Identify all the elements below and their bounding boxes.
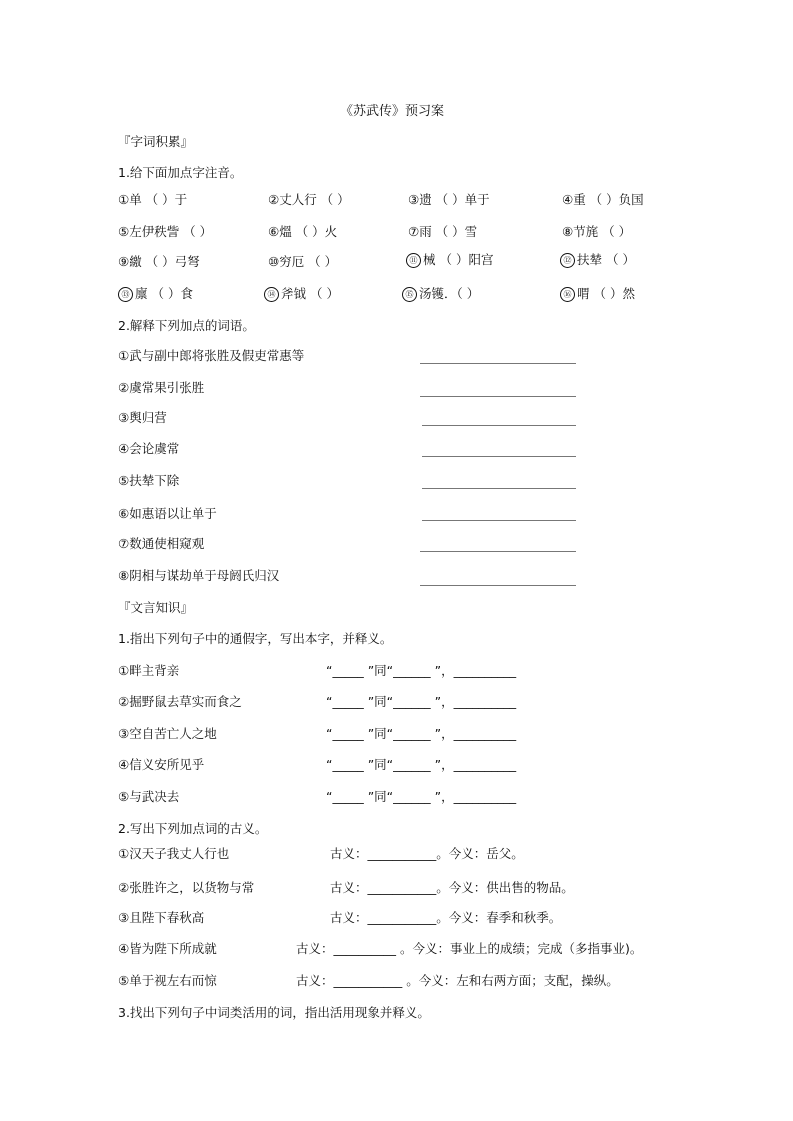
explain-item: ③舆归营 — [118, 410, 167, 425]
tongjia-item: ①畔主背亲 — [118, 663, 180, 678]
pinyin-item-wrap — [560, 286, 635, 302]
explain-item: ④会论虞常 — [118, 441, 180, 456]
section-heading: 『字词积累』 — [118, 134, 194, 149]
gu-yi-item: ②张胜许之，以货物与常 — [118, 880, 255, 895]
circled-number: ⑪ — [406, 253, 421, 268]
page-title: 《苏武传》预习案 — [340, 104, 445, 119]
pinyin-item-wrap — [264, 286, 339, 302]
pinyin-item: 喟 （ ）然 — [577, 286, 635, 301]
pinyin-item: ⑥熅 （ ）火 — [268, 224, 338, 239]
pinyin-item-wrap — [406, 252, 493, 268]
answer-line — [422, 425, 576, 426]
answer-line — [422, 456, 576, 457]
pinyin-item: 扶辇 （ ） — [577, 252, 635, 267]
gu-yi-item: ⑤单于视左右而惊 — [118, 973, 217, 988]
gu-yi-item: ③且陛下春秋高 — [118, 910, 205, 925]
question-heading: 3.找出下列句子中词类活用的词，指出活用现象并释义。 — [118, 1005, 430, 1020]
explain-item: ⑦数通使相窥观 — [118, 536, 205, 551]
circled-number: ⑫ — [560, 253, 575, 268]
pinyin-item: ①单 （ ）于 — [118, 192, 188, 207]
pinyin-item-wrap — [118, 286, 193, 302]
question-heading: 1.给下面加点字注音。 — [118, 165, 243, 180]
answer-line — [420, 363, 576, 364]
tongjia-item: ④信义安所见乎 — [118, 757, 205, 772]
tongjia-blank: “_____ ”同“______ ”，__________ — [326, 663, 517, 678]
pinyin-item: ③遗 （ ）单于 — [408, 192, 490, 207]
question-heading: 2.解释下列加点的词语。 — [118, 318, 255, 333]
tongjia-item: ③空自苦亡人之地 — [118, 726, 217, 741]
answer-line — [420, 396, 576, 397]
pinyin-item: ⑨繳 （ ）弓弩 — [118, 254, 200, 269]
gu-yi-item: ①汉天子我丈人行也 — [118, 846, 230, 861]
answer-line — [420, 551, 576, 552]
pinyin-item: ⑩穷厄 （ ） — [268, 254, 338, 269]
answer-line — [420, 585, 576, 586]
tongjia-item: ⑤与武决去 — [118, 789, 180, 804]
circled-number: ⑯ — [560, 287, 575, 302]
pinyin-item: ②丈人行 （ ） — [268, 192, 350, 207]
gu-yi-answer: 古义：___________ 。今义：左和右两方面；支配，操纵。 — [296, 973, 619, 988]
pinyin-item: ⑧节旄 （ ） — [562, 224, 632, 239]
section-heading: 『文言知识』 — [118, 600, 194, 615]
pinyin-item: 汤镬．（ ） — [419, 286, 480, 301]
answer-line — [422, 520, 576, 521]
question-heading: 1.指出下列句子中的通假字，写出本字，并释义。 — [118, 631, 393, 646]
pinyin-item: ④重 （ ）负国 — [562, 192, 644, 207]
tongjia-blank: “_____ ”同“______ ”，__________ — [326, 694, 517, 709]
explain-item: ②虞常果引张胜 — [118, 380, 205, 395]
gu-yi-answer: 古义：___________。今义：供出售的物品。 — [330, 880, 574, 895]
pinyin-item: 廪 （ ）食 — [135, 286, 193, 301]
gu-yi-item: ④皆为陛下所成就 — [118, 941, 217, 956]
gu-yi-answer: 古义：___________。今义：岳父。 — [330, 846, 524, 861]
question-heading: 2.写出下列加点词的古义。 — [118, 821, 268, 836]
circled-number: ⑮ — [402, 287, 417, 302]
tongjia-blank: “_____ ”同“______ ”，__________ — [326, 757, 517, 772]
explain-item: ⑤扶辇下除 — [118, 473, 180, 488]
tongjia-blank: “_____ ”同“______ ”，__________ — [326, 726, 517, 741]
explain-item: ⑥如惠语以让单于 — [118, 506, 217, 521]
pinyin-item: 斧钺 （ ） — [281, 286, 339, 301]
pinyin-item: ⑤左伊秩訾 （ ） — [118, 224, 213, 239]
pinyin-item: 械 （ ）阳宫 — [423, 252, 494, 267]
gu-yi-answer: 古义：__________ 。今义：事业上的成绩；完成（多指事业)。 — [296, 941, 643, 956]
circled-number: ⑬ — [118, 287, 133, 302]
explain-item: ①武与副中郎将张胜及假吏常惠等 — [118, 348, 305, 363]
pinyin-item-wrap — [560, 252, 635, 268]
answer-line — [422, 488, 576, 489]
explain-item: ⑧阴相与谋劫单于母阏氏归汉 — [118, 568, 280, 583]
circled-number: ⑭ — [264, 287, 279, 302]
tongjia-blank: “_____ ”同“______ ”，__________ — [326, 789, 517, 804]
tongjia-item: ②掘野鼠去草实而食之 — [118, 694, 242, 709]
pinyin-item-wrap — [402, 286, 479, 302]
gu-yi-answer: 古义：___________。今义：春季和秋季。 — [330, 910, 562, 925]
pinyin-item: ⑦雨 （ ）雪 — [408, 224, 478, 239]
